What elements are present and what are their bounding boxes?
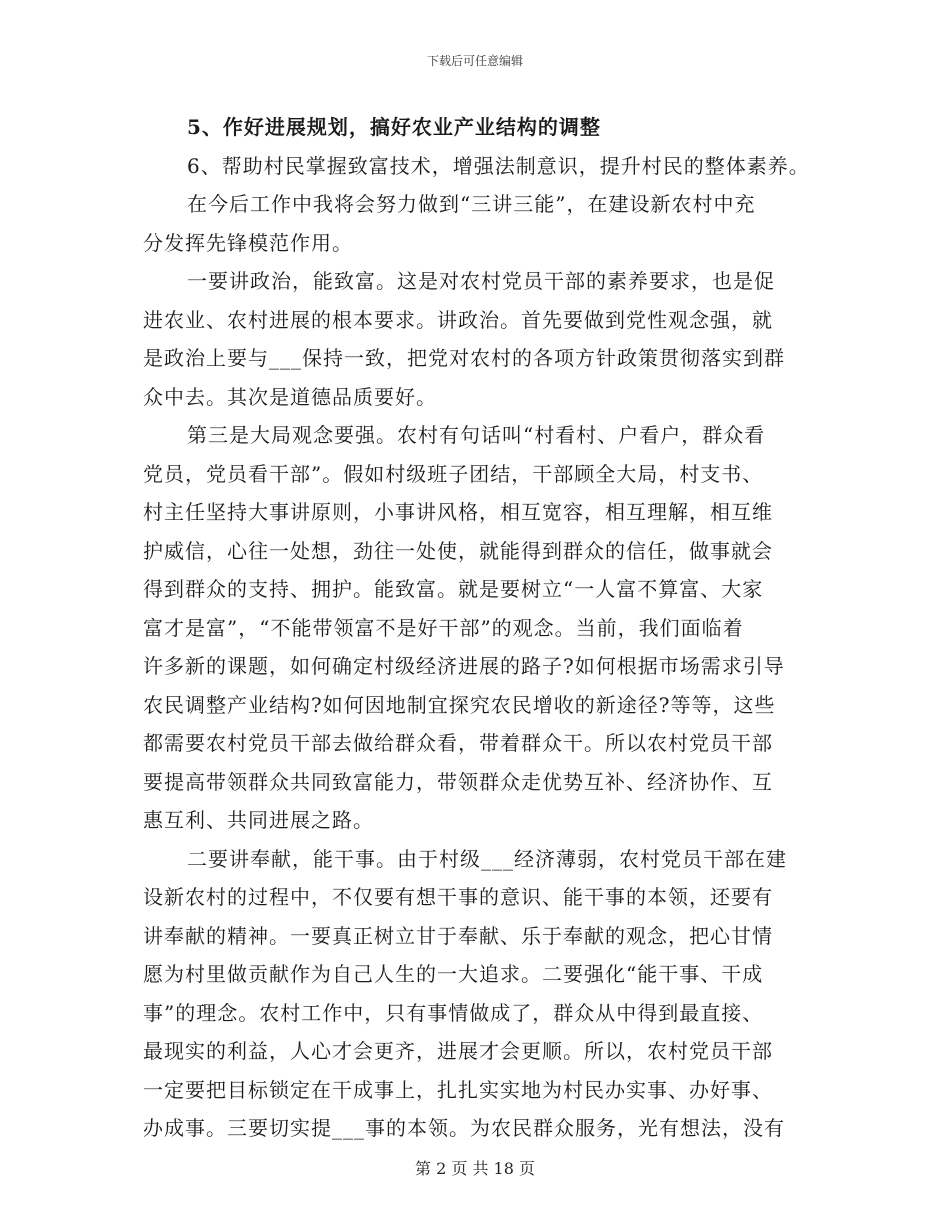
text-line: 分发挥先锋模范作用。 [143,230,353,255]
text-line: 第三是大局观念要强。农村有句话叫“村看村、户看户，群众看 [187,423,766,447]
text-line: 在今后工作中我将会努力做到“三讲三能”，在建设新农村中充 [187,192,756,216]
text-line: 一要讲政治，能致富。这是对农村党员干部的素养要求，也是促 [187,269,775,293]
page-footer: 第 2 页 共 18 页 [415,1159,535,1178]
text-line: 愿为村里做贡献作为自己人生的一大追求。二要强化“能干事、干成 [143,962,764,986]
text-line: 众中去。其次是道德品质要好。 [143,384,437,409]
text-line: 富才是富”，“不能带领富不是好干部”的观念。当前，我们面临着 [143,615,744,640]
text-line: 是政治上要与___保持一致，把党对农村的各项方针政策贯彻落实到群 [143,346,785,370]
document-body [143,108,833,1148]
text-line: 一定要把目标锁定在干成事上，扎扎实实地为村民办实事、办好事、 [143,1077,773,1102]
text-line: 农民调整产业结构?如何因地制宜探究农民增收的新途径?等等，这些 [143,692,776,717]
text-line: 要提高带领群众共同致富能力，带领群众走优势互补、经济协作、互 [143,769,773,794]
section-heading: 5、作好进展规划，搞好农业产业结构的调整 [187,115,601,139]
text-line: 二要讲奉献，能干事。由于村级___经济薄弱，农村党员干部在建 [187,846,787,871]
text-line: 党员，党员看干部”。假如村级班子团结，干部顾全大局，村支书、 [143,461,764,486]
text-line: 进农业、农村进展的根本要求。讲政治。首先要做到党性观念强，就 [143,307,773,332]
text-line: 6、帮助村民掌握致富技术，增强法制意识，提升村民的整体素养。 [187,153,810,178]
text-line: 设新农村的过程中，不仅要有想干事的意识、能干事的本领，还要有 [143,885,773,909]
text-line: 得到群众的支持、拥护。能致富。就是要树立“一人富不算富、大家 [143,577,764,601]
text-line: 惠互利、共同进展之路。 [143,808,374,832]
text-line: 事”的理念。农村工作中，只有事情做成了，群众从中得到最直接、 [143,1000,764,1025]
text-line: 办成事。三要切实提___事的本领。为农民群众服务，光有想法，没有 [143,1116,785,1140]
text-line: 最现实的利益，人心才会更齐，进展才会更顺。所以，农村党员干部 [143,1039,773,1063]
page-header: 下载后可任意编辑 [426,54,523,68]
text-line: 村主任坚持大事讲原则，小事讲风格，相互宽容，相互理解，相互维 [143,500,773,524]
text-line: 许多新的课题，如何确定村级经济进展的路子?如何根据市场需求引导 [143,654,785,678]
text-line: 护威信，心往一处想，劲往一处使，就能得到群众的信任，做事就会 [143,538,773,563]
text-line: 讲奉献的精神。一要真正树立甘于奉献、乐于奉献的观念，把心甘情 [143,923,773,948]
text-line: 都需要农村党员干部去做给群众看，带着群众干。所以农村党员干部 [143,731,773,755]
